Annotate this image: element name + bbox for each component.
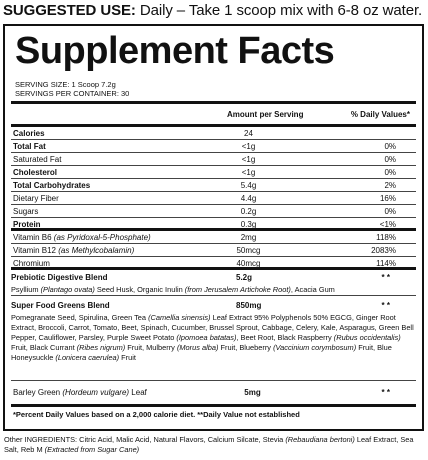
blend-block bbox=[11, 273, 416, 295]
latin-name: (from Jerusalem Artichoke Root) bbox=[184, 285, 291, 294]
nutrient-form: (as Methylcobalamin) bbox=[58, 246, 135, 255]
text-part: Pomegranate Seed, Spirulina, Green Tea bbox=[11, 313, 149, 322]
serving-size: SERVING SIZE: 1 Scoop 7.2g bbox=[15, 80, 116, 89]
barley-amount: 5mg bbox=[244, 388, 261, 397]
text-part: Fruit, Mulberry bbox=[125, 343, 177, 352]
nutrient-label: Vitamin B6 bbox=[13, 233, 52, 242]
nutrient-dv: 16% bbox=[379, 194, 396, 203]
divider bbox=[11, 380, 416, 381]
blend-dv: * * bbox=[381, 301, 390, 310]
text-part: Other INGREDIENTS: Citric Acid, Malic Acid, Natural Flavors, Calcium Silcate, Stevia bbox=[4, 435, 286, 444]
blend-ingredients bbox=[11, 313, 416, 363]
nutrient-label: Total Fat bbox=[13, 142, 46, 151]
latin-name: (Rebaudiana bertoni) bbox=[285, 435, 355, 444]
nutrient-label: Saturated Fat bbox=[13, 155, 62, 164]
nutrient-row bbox=[11, 244, 416, 257]
nutrient-row bbox=[11, 179, 416, 192]
text-part: Fruit bbox=[119, 353, 136, 362]
nutrient-amount: 50mcg bbox=[236, 246, 261, 255]
blend-name: Prebiotic Digestive Blend bbox=[11, 273, 108, 282]
text-part: Fruit, Blueberry bbox=[218, 343, 274, 352]
nutrient-name bbox=[13, 207, 38, 216]
nutrient-label: Vitamin B12 bbox=[13, 246, 56, 255]
nutrient-row bbox=[11, 153, 416, 166]
nutrient-row bbox=[11, 127, 416, 140]
blend-amount: 5.2g bbox=[236, 273, 253, 282]
text-part: Seed Husk, Organic Inulin bbox=[94, 285, 185, 294]
nutrient-name bbox=[13, 259, 50, 268]
nutrient-row bbox=[11, 166, 416, 179]
nutrient-row bbox=[11, 205, 416, 218]
nutrient-row bbox=[11, 218, 416, 231]
other-ingredients bbox=[4, 435, 424, 455]
text-part: Fruit, Black Currant bbox=[11, 343, 77, 352]
blend-name: Super Food Greens Blend bbox=[11, 301, 110, 310]
blend-ingredients bbox=[11, 285, 416, 295]
nutrient-name bbox=[13, 194, 59, 203]
nutrient-name bbox=[13, 168, 57, 177]
nutrient-dv: 2083% bbox=[371, 246, 396, 255]
suggested-use-text: Daily – Take 1 scoop mix with 6-8 oz water. bbox=[139, 2, 423, 19]
text-part: , Acacia Gum bbox=[290, 285, 335, 294]
nutrient-row bbox=[11, 140, 416, 153]
blend-header bbox=[11, 273, 416, 284]
nutrient-name bbox=[13, 181, 90, 190]
latin-name: (Extracted from Sugar Cane) bbox=[44, 445, 140, 454]
barley-label: Barley Green bbox=[13, 388, 61, 397]
nutrient-amount: <1g bbox=[241, 142, 256, 151]
nutrient-name bbox=[13, 220, 41, 229]
nutrient-dv: 0% bbox=[384, 168, 396, 177]
nutrient-row bbox=[11, 231, 416, 244]
supplement-facts-panel bbox=[3, 24, 424, 431]
barley-suffix: Leaf bbox=[129, 388, 147, 397]
nutrient-name bbox=[13, 233, 151, 242]
blend-dv: * * bbox=[381, 273, 390, 282]
nutrient-name bbox=[13, 155, 61, 164]
nutrient-amount: 24 bbox=[244, 129, 253, 138]
nutrient-name bbox=[13, 129, 45, 138]
suggested-use bbox=[3, 2, 422, 19]
latin-name: (Lonicera caerulea) bbox=[55, 353, 120, 362]
latin-name: (Rubus occidentalis) bbox=[333, 333, 401, 342]
latin-name: (Vaccinium corymbosum) bbox=[273, 343, 357, 352]
nutrient-amount: <1g bbox=[241, 155, 256, 164]
nutrient-dv: 0% bbox=[384, 142, 396, 151]
nutrient-dv: 118% bbox=[376, 233, 396, 242]
text-part: Leaf Extract, Sea Salt, Reb M bbox=[4, 435, 414, 454]
text-part: Psyllium bbox=[11, 285, 41, 294]
latin-name: (Morus alba) bbox=[176, 343, 219, 352]
footnote: *Percent Daily Values based on a 2,000 calorie diet. **Daily Value not established bbox=[13, 410, 300, 419]
text-part: , Beet Root, Black Raspberry bbox=[236, 333, 334, 342]
blend-header bbox=[11, 301, 416, 312]
barley-name bbox=[13, 388, 147, 397]
divider bbox=[11, 295, 416, 296]
nutrient-label: Chromium bbox=[13, 259, 50, 268]
blend-amount: 850mg bbox=[236, 301, 262, 310]
latin-name: (Ribes nigrum) bbox=[76, 343, 126, 352]
nutrient-form: (as Pyridoxal-5-Phosphate) bbox=[53, 233, 151, 242]
panel-title: Supplement Facts bbox=[15, 30, 335, 72]
nutrient-amount: 2mg bbox=[240, 233, 257, 242]
nutrient-amount: 4.4g bbox=[240, 194, 257, 203]
nutrient-row bbox=[11, 257, 416, 270]
nutrient-dv: <1% bbox=[379, 220, 396, 229]
col-amount-header: Amount per Serving bbox=[227, 110, 304, 119]
nutrient-label: Cholesterol bbox=[13, 168, 58, 177]
nutrient-label: Dietary Fiber bbox=[13, 194, 59, 203]
barley-row bbox=[11, 386, 416, 399]
blend-block bbox=[11, 301, 416, 363]
barley-latin: (Hordeum vulgare) bbox=[62, 388, 130, 397]
col-dv-header: % Daily Values* bbox=[350, 110, 410, 119]
nutrient-amount: 5.4g bbox=[240, 181, 257, 190]
nutrient-amount: 0.3g bbox=[240, 220, 257, 229]
nutrient-dv: 2% bbox=[384, 181, 396, 190]
text-part: Leaf Extract 95% Polyphenols 50% EGCG, Ginger Root Extract, Broccoli, Carrot, Tomato, Beet, Spinach, Cucumber, Brussel Sprout, Cabbage, Celery, Kale, Asparagus, Green Bell Pepper, Cauliflower, Parsley, Purple Sweet Potato bbox=[11, 313, 414, 342]
nutrient-dv: 0% bbox=[384, 207, 396, 216]
barley-dv: * * bbox=[381, 388, 390, 397]
nutrient-dv: 114% bbox=[376, 259, 396, 268]
latin-name: (Camellia sinensis) bbox=[148, 313, 211, 322]
nutrient-name bbox=[13, 142, 46, 151]
nutrient-row bbox=[11, 192, 416, 205]
nutrient-amount: <1g bbox=[241, 168, 256, 177]
servings-per-container: SERVINGS PER CONTAINER: 30 bbox=[15, 89, 130, 98]
nutrient-amount: 0.2g bbox=[240, 207, 257, 216]
nutrient-dv: 0% bbox=[384, 155, 396, 164]
nutrient-label: Protein bbox=[13, 220, 41, 229]
nutrient-label: Total Carbohydrates bbox=[13, 181, 91, 190]
divider-thick-bottom bbox=[11, 404, 416, 407]
suggested-use-label: SUGGESTED USE: bbox=[3, 2, 136, 19]
latin-name: (Ipomoea batatas) bbox=[176, 333, 237, 342]
nutrient-label: Sugars bbox=[13, 207, 39, 216]
nutrient-amount: 40mcg bbox=[236, 259, 261, 268]
latin-name: (Plantago ovata) bbox=[40, 285, 95, 294]
nutrient-label: Calories bbox=[13, 129, 45, 138]
text-part: Fruit, Blue Honeysuckle bbox=[11, 343, 392, 362]
divider-thick-top bbox=[11, 101, 416, 104]
nutrient-name bbox=[13, 246, 134, 255]
